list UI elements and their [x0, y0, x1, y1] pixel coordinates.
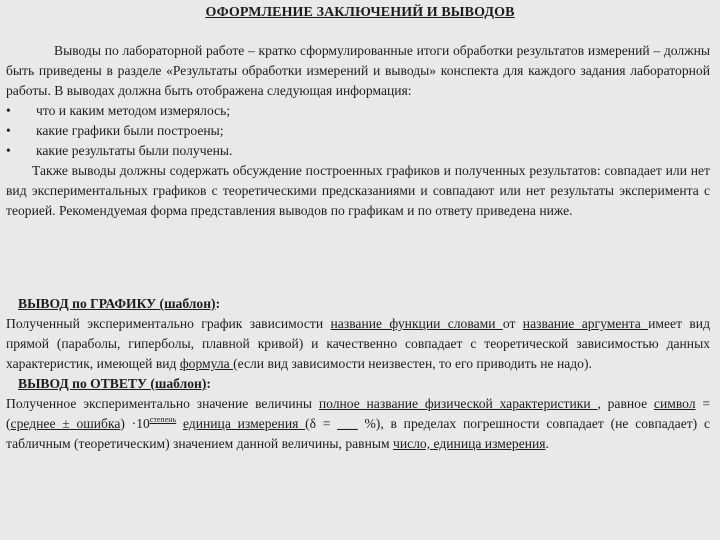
- graph-text-1: Полученный экспериментально график зависимости: [6, 316, 331, 331]
- answer-heading-text: ВЫВОД по ОТВЕТУ (шаблон): [18, 376, 207, 391]
- intro-paragraph: Выводы по лабораторной работе – кратко сформулированные итоги обработки результатов измерений – должны быть приведены в разделе «Результаты обработки измерений и выводы» конспекта для каждого задания лабораторной работы. В выводах должна быть отображена следующая информация:: [6, 43, 710, 98]
- graph-template-text: [6, 314, 710, 374]
- answer-template-text: [6, 394, 710, 454]
- placeholder-delta: ___: [337, 416, 358, 431]
- placeholder-unit: единица измерения: [182, 416, 306, 431]
- placeholder-function-name: название функции словами: [330, 316, 503, 331]
- placeholder-symbol: символ: [653, 396, 696, 411]
- answer-heading-colon: :: [206, 376, 211, 391]
- placeholder-formula: формула: [179, 356, 234, 371]
- placeholder-number-unit: число, единица измерения: [392, 436, 546, 451]
- answer-template-heading: [6, 374, 710, 394]
- graph-heading-colon: :: [215, 296, 221, 311]
- answer-text-5: [176, 416, 183, 431]
- placeholder-power: степень: [149, 415, 177, 424]
- answer-text-4: ) ·10: [120, 416, 150, 431]
- answer-text-8: .: [545, 436, 549, 451]
- answer-text-1: Полученное экспериментально значение величины: [6, 396, 319, 411]
- bullet-icon: •: [6, 123, 11, 138]
- graph-heading-text: ВЫВОД по ГРАФИКУ (шаблон): [18, 296, 216, 311]
- graph-text-3: имеет вид прямой (параболы, гиперболы, плавной кривой) и качественно совпадает с теоретической зависимостью данных характеристик, имеющей вид: [6, 316, 710, 371]
- templates-section: [6, 294, 710, 454]
- discussion-paragraph: Также выводы должны содержать обсуждение построенных графиков и полученных результатов: совпадает или нет вид экспериментальных графиков с теоретическими предсказаниями и совпадают или нет результаты эксперимента с теорией. Рекомендуемая форма представления выводов по графикам и по ответу приведена ниже.: [6, 163, 710, 218]
- graph-template-heading: [6, 294, 710, 314]
- intro-section: [6, 41, 710, 221]
- list-item: [6, 141, 710, 161]
- answer-text-3: = (: [6, 396, 710, 431]
- answer-text-6: (δ =: [305, 416, 338, 431]
- placeholder-quantity-name: полное название физической характеристики: [318, 396, 598, 411]
- page-title: ОФОРМЛЕНИЕ ЗАКЛЮЧЕНИЙ И ВЫВОДОВ: [205, 5, 515, 20]
- bullet-text: что и каким методом измерялось;: [36, 103, 231, 118]
- graph-text-4: (если вид зависимости неизвестен, то его приводить не надо).: [233, 356, 592, 371]
- placeholder-argument-name: название аргумента: [522, 316, 649, 331]
- bullet-icon: •: [6, 143, 11, 158]
- list-item: [6, 121, 710, 141]
- bullet-text: какие графики были построены;: [36, 123, 224, 138]
- placeholder-mean-error: среднее ± ошибка: [10, 416, 121, 431]
- answer-text-7: %), в пределах погрешности совпадает (не совпадает) с табличным (теоретическим) значением данной величины, равным: [6, 416, 711, 451]
- bullet-icon: •: [6, 103, 11, 118]
- graph-text-2: от: [502, 316, 523, 331]
- list-item: [6, 101, 710, 121]
- bullet-text: какие результаты были получены.: [36, 143, 233, 158]
- answer-text-2: , равное: [597, 396, 654, 411]
